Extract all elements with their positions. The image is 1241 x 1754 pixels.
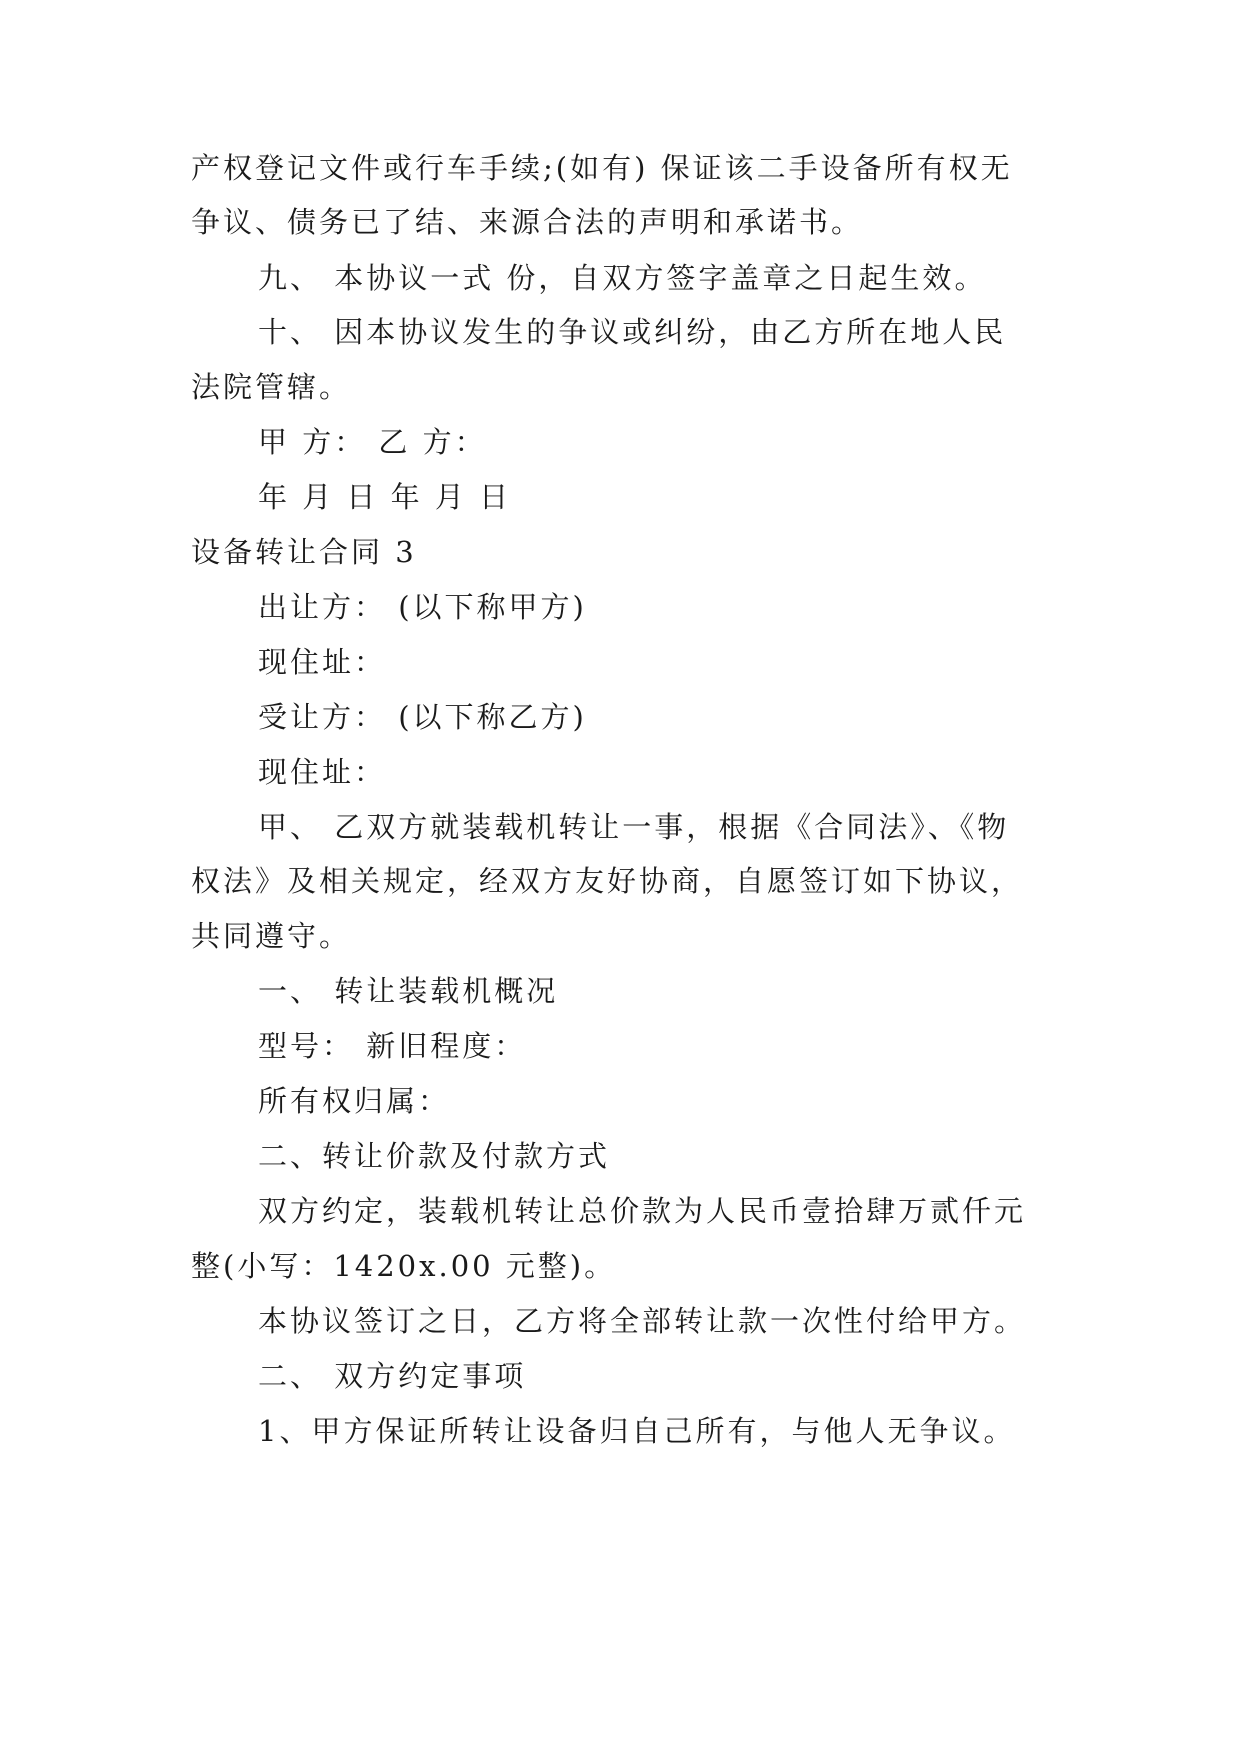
text-line: 本协议签订之日，乙方将全部转让款一次性付给甲方。 — [258, 1304, 1027, 1338]
text-line: 整(小写：1420x.00 元整)。 — [191, 1249, 617, 1283]
text-line: 争议、债务已了结、来源合法的声明和承诺书。 — [191, 205, 864, 239]
text-line: 受让方： (以下称乙方) — [258, 700, 587, 734]
text-line: 九、 本协议一式 份，自双方签字盖章之日起生效。 — [258, 261, 987, 295]
clause-heading: 一、 转让装载机概况 — [258, 974, 559, 1008]
clause-heading: 二、转让价款及付款方式 — [258, 1139, 611, 1173]
text-line: 共同遵守。 — [191, 919, 352, 953]
text-line: 甲、 乙双方就装载机转让一事，根据《合同法》、《物 — [258, 810, 1010, 844]
text-line: 双方约定，装载机转让总价款为人民币壹拾肆万贰仟元 — [258, 1194, 1027, 1228]
text-line: 现住址： — [258, 755, 387, 789]
text-line: 法院管辖。 — [191, 370, 352, 404]
text-line: 产权登记文件或行车手续;(如有) 保证该二手设备所有权无 — [191, 151, 1013, 185]
signature-party-line: 甲 方： 乙 方： — [258, 425, 487, 459]
text-line: 十、 因本协议发生的争议或纠纷，由乙方所在地人民 — [258, 315, 1007, 349]
text-line: 1、甲方保证所转让设备归自己所有，与他人无争议。 — [258, 1414, 1016, 1448]
section-title: 设备转让合同 3 — [191, 535, 417, 569]
text-line: 权法》及相关规定，经双方友好协商，自愿签订如下协议， — [191, 864, 1024, 898]
clause-heading: 二、 双方约定事项 — [258, 1359, 527, 1393]
text-line: 所有权归属： — [258, 1084, 451, 1118]
text-line: 型号： 新旧程度： — [258, 1029, 527, 1063]
signature-date-line: 年 月 日 年 月 日 — [258, 480, 512, 514]
text-line: 现住址： — [258, 645, 387, 679]
text-line: 出让方： (以下称甲方) — [258, 590, 587, 624]
